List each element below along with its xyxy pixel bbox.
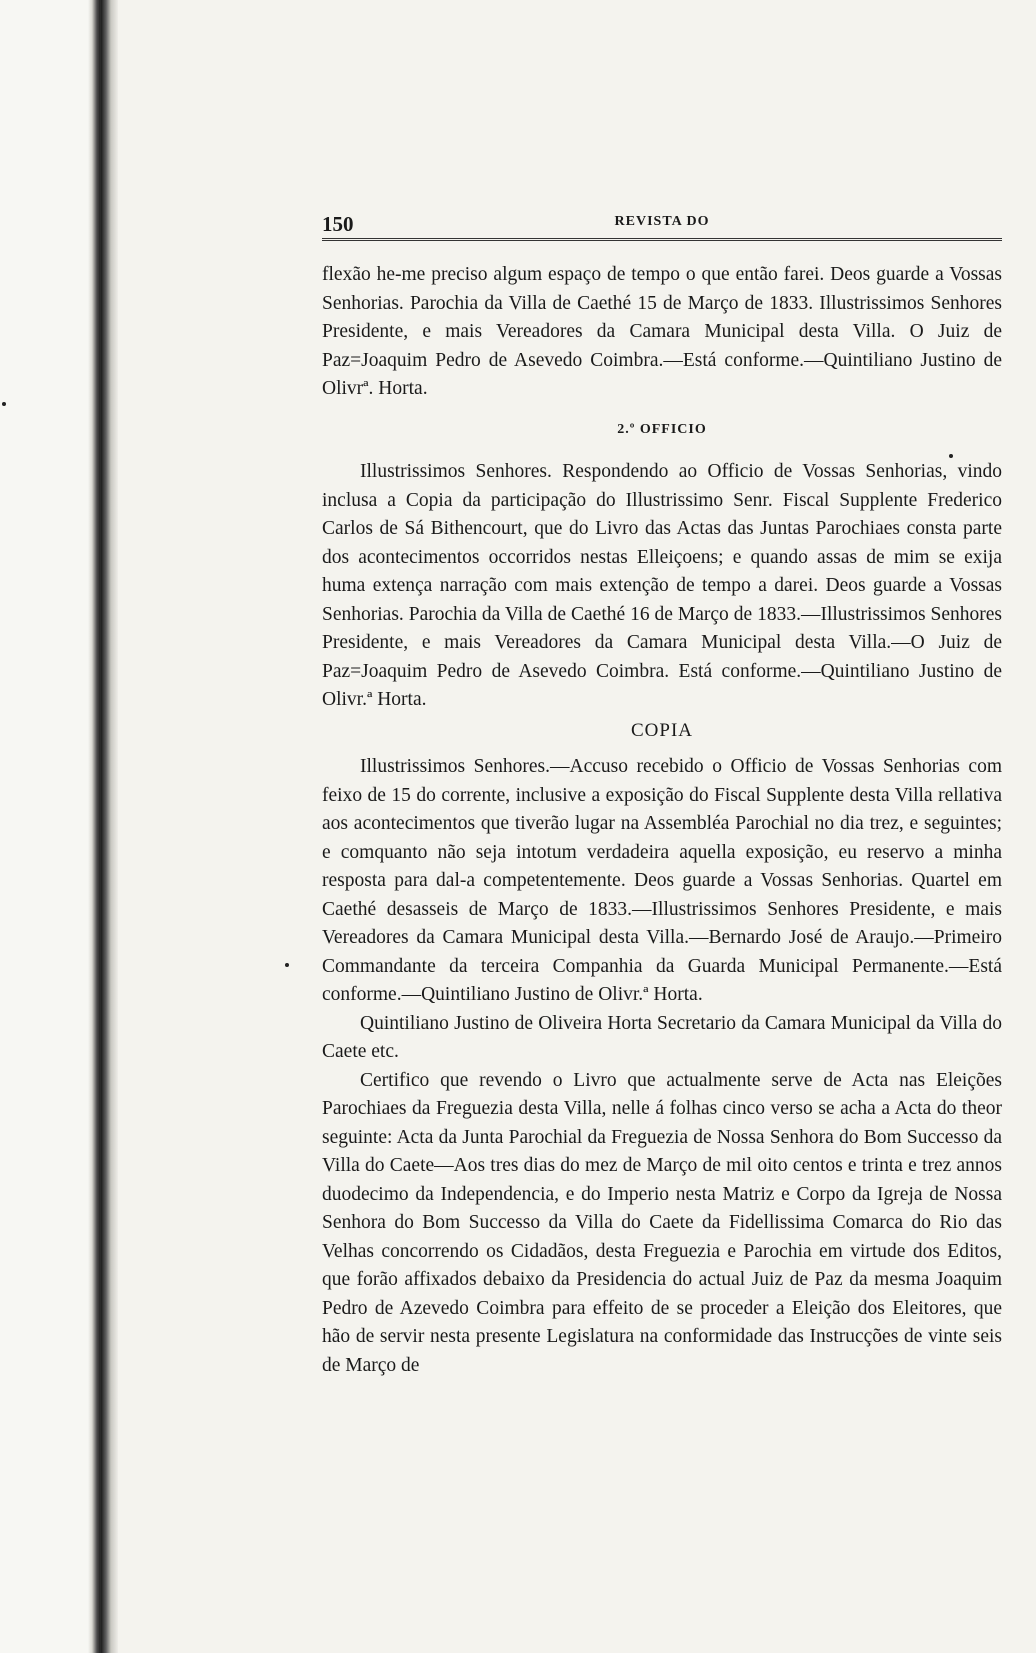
binding-edge-line (99, 0, 101, 1653)
section-heading-second-office: 2.º OFFICIO (617, 421, 707, 437)
paragraph-secretary: Quintiliano Justino de Oliveira Horta Secretario da Camara Municipal da Villa do Caete etc. (322, 1012, 1002, 1062)
page-number: 150 (322, 212, 354, 236)
running-head (322, 208, 1002, 241)
paragraph-continuation: flexão he-me preciso algum espaço de tempo o que então farei. Deos guarde a Vossas Senhorias. Parochia da Villa de Caethé 15 de Março de 1833. Illustrissimos Senhores Presidente, e mais Vereadores da Camara Municipal desta Villa. O Juiz de Paz=Joaquim Pedro de Asevedo Coimbra.—Está conforme.—Quintiliano Justino de Olivrª. Horta. (322, 264, 1002, 399)
paragraph-second-office: Illustrissimos Senhores. Respondendo ao Officio de Vossas Senhorias, vindo inclusa a Copia da participação do Illustrissimo Senr. Fiscal Supplente Frederico Carlos de Sá Bithencourt, que do Livro das Actas das Juntas Parochiaes consta parte dos acontecimentos occorridos nestas Elleiçoens; e quando assas de mim se exija huma extença narração com mais extenção de tempo a darei. Deos guarde a Vossas Senhorias. Parochia da Villa de Caethé 16 de Março de 1833.—Illustrissimos Senhores Presidente, e mais Vereadores da Camara Municipal desta Villa.—O Juiz de Paz=Joaquim Pedro de Asevedo Coimbra. Está conforme.—Quintiliano Justino de Olivr.ª Horta. (322, 461, 1002, 710)
section-heading-copia: COPIA (630, 719, 693, 741)
margin-speck (2, 402, 6, 406)
page-content (322, 208, 1002, 1380)
paragraph-certificate: Certifico que revendo o Livro que actualmente serve de Acta nas Eleições Parochiaes da Freguezia desta Villa, nelle á folhas cinco verso se acha a Acta do theor seguinte: Acta da Junta Parochial da Freguezia de Nossa Senhora do Bom Successo da Villa do Caete—Aos tres dias do mez de Março de mil oito centos e trinta e trez annos duodecimo da Independencia, e do Imperio nesta Matriz e Corpo da Igreja de Nossa Senhora do Bom Successo da Villa do Caete da Fidellissima Comarca do Rio das Velhas concorrendo os Cidadãos, desta Freguezia e Parochia em virtude dos Editos, que forão affixados debaixo da Presidencia do actual Juiz de Paz da mesma Joaquim Pedro de Azevedo Coimbra para effeito de se proceder a Eleição dos Eleitores, que hão de servir nesta presente Legislatura na conformidade das Instrucções de vinte seis de Março de (322, 1069, 1002, 1376)
paragraph-copia: Illustrissimos Senhores.—Accuso recebido o Officio de Vossas Senhorias com feixo de 15 do corrente, inclusive a exposição do Fiscal Supplente desta Villa rellativa aos acontecimentos que tiverão lugar na Assembléa Parochial no dia trez, e seguintes; e comquanto não seja intotum verdadeira aquella exposição, eu reservo a minha resposta para dal-a competentemente. Deos guarde a Vossas Senhorias. Quartel em Caethé desasseis de Março de 1833.—Illustrissimos Senhores Presidente, e mais Vereadores da Camara Municipal desta Villa.—Bernardo José de Araujo.—Primeiro Commandante da terceira Companhia da Guarda Municipal Permanente.—Está conforme.—Quintiliano Justino de Olivr.ª Horta. (322, 756, 1002, 1005)
journal-title: REVISTA DO (614, 214, 710, 229)
body-text (322, 261, 1002, 1380)
margin-speck (285, 963, 289, 967)
